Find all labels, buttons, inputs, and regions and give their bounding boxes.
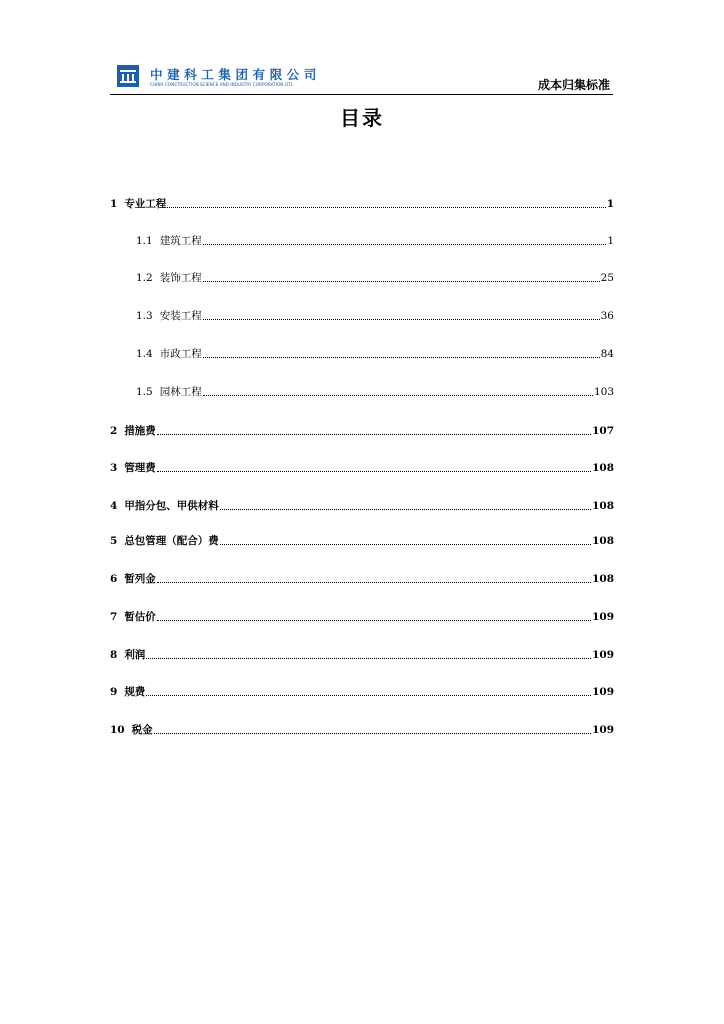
toc-entry-6[interactable]	[110, 573, 614, 586]
toc-number: 5	[110, 535, 118, 547]
toc-text: 措施费	[124, 425, 156, 437]
toc-leader	[157, 434, 591, 435]
page-title: 目录	[340, 106, 384, 130]
toc-entry-1-4[interactable]	[136, 348, 614, 361]
toc-entry-1[interactable]	[110, 198, 614, 211]
company-name-cn: 中建科工集团有限公司	[150, 67, 322, 82]
toc-entry-10[interactable]	[110, 724, 614, 737]
toc-text: 市政工程	[159, 348, 202, 360]
toc-text: 暂估价	[124, 611, 156, 623]
toc-page: 25	[600, 272, 614, 284]
toc-leader	[146, 658, 591, 659]
toc-text: 甲指分包、甲供材料	[124, 500, 219, 512]
toc-page: 1	[607, 235, 614, 247]
toc-leader	[157, 582, 591, 583]
toc-leader	[203, 319, 600, 320]
toc-number: 1.5	[136, 386, 153, 398]
toc-entry-5[interactable]	[110, 535, 614, 548]
toc-text: 园林工程	[159, 386, 202, 398]
toc-entry-8[interactable]	[110, 649, 614, 662]
toc-leader	[220, 509, 591, 510]
company-logo-icon	[117, 65, 139, 87]
toc-number: 1.4	[136, 348, 153, 360]
toc-leader	[203, 357, 600, 358]
toc-text: 安装工程	[159, 310, 202, 322]
document-label: 成本归集标准	[537, 78, 610, 92]
toc-leader	[157, 620, 591, 621]
toc-page: 36	[600, 310, 614, 322]
toc-text: 规费	[124, 686, 146, 698]
toc-page: 1	[606, 198, 614, 210]
toc-page: 107	[592, 425, 614, 437]
toc-number: 3	[110, 462, 118, 474]
toc-leader	[167, 207, 605, 208]
toc-text: 暂列金	[124, 573, 156, 585]
toc-number: 7	[110, 611, 118, 623]
toc-page: 84	[600, 348, 614, 360]
toc-text: 总包管理（配合）费	[124, 535, 219, 547]
toc-number: 10	[110, 724, 125, 736]
toc-leader	[154, 733, 591, 734]
toc-page: 108	[592, 500, 614, 512]
toc-page: 103	[593, 386, 614, 398]
toc-entry-7[interactable]	[110, 611, 614, 624]
toc-page: 109	[592, 649, 614, 661]
toc-page: 109	[592, 611, 614, 623]
toc-leader	[157, 471, 591, 472]
toc-leader	[203, 395, 593, 396]
toc-entry-9[interactable]	[110, 686, 614, 699]
page-header	[110, 62, 613, 95]
toc-number: 1	[110, 198, 118, 210]
toc-number: 8	[110, 649, 118, 661]
toc-number: 1.1	[136, 235, 153, 247]
toc-text: 税金	[131, 724, 153, 736]
toc-page: 108	[592, 462, 614, 474]
toc-leader	[203, 281, 600, 282]
toc-number: 6	[110, 573, 118, 585]
toc-leader	[220, 544, 591, 545]
toc-entry-1-5[interactable]	[136, 386, 614, 399]
toc-entry-1-3[interactable]	[136, 310, 614, 323]
toc-entry-4[interactable]	[110, 500, 614, 513]
toc-number: 9	[110, 686, 118, 698]
toc-text: 建筑工程	[159, 235, 202, 247]
toc-number: 4	[110, 500, 118, 512]
toc-text: 装饰工程	[159, 272, 202, 284]
toc-text: 专业工程	[124, 198, 167, 210]
toc-leader	[146, 695, 591, 696]
toc-text: 利润	[124, 649, 146, 661]
toc-page: 109	[592, 724, 614, 736]
toc-entry-1-2[interactable]	[136, 272, 614, 285]
toc-number: 2	[110, 425, 118, 437]
toc-text: 管理费	[124, 462, 156, 474]
company-name-en: CHINA CONSTRUCTION SCIENCE AND INDUSTRY CORPORATION LTD.	[150, 83, 294, 88]
toc-entry-1-1[interactable]	[136, 235, 614, 248]
toc-number: 1.3	[136, 310, 153, 322]
toc-page: 109	[592, 686, 614, 698]
toc-leader	[203, 244, 607, 245]
toc-entry-3[interactable]	[110, 462, 614, 475]
toc-number: 1.2	[136, 272, 153, 284]
toc-entry-2[interactable]	[110, 425, 614, 438]
toc-page: 108	[592, 535, 614, 547]
toc-page: 108	[592, 573, 614, 585]
